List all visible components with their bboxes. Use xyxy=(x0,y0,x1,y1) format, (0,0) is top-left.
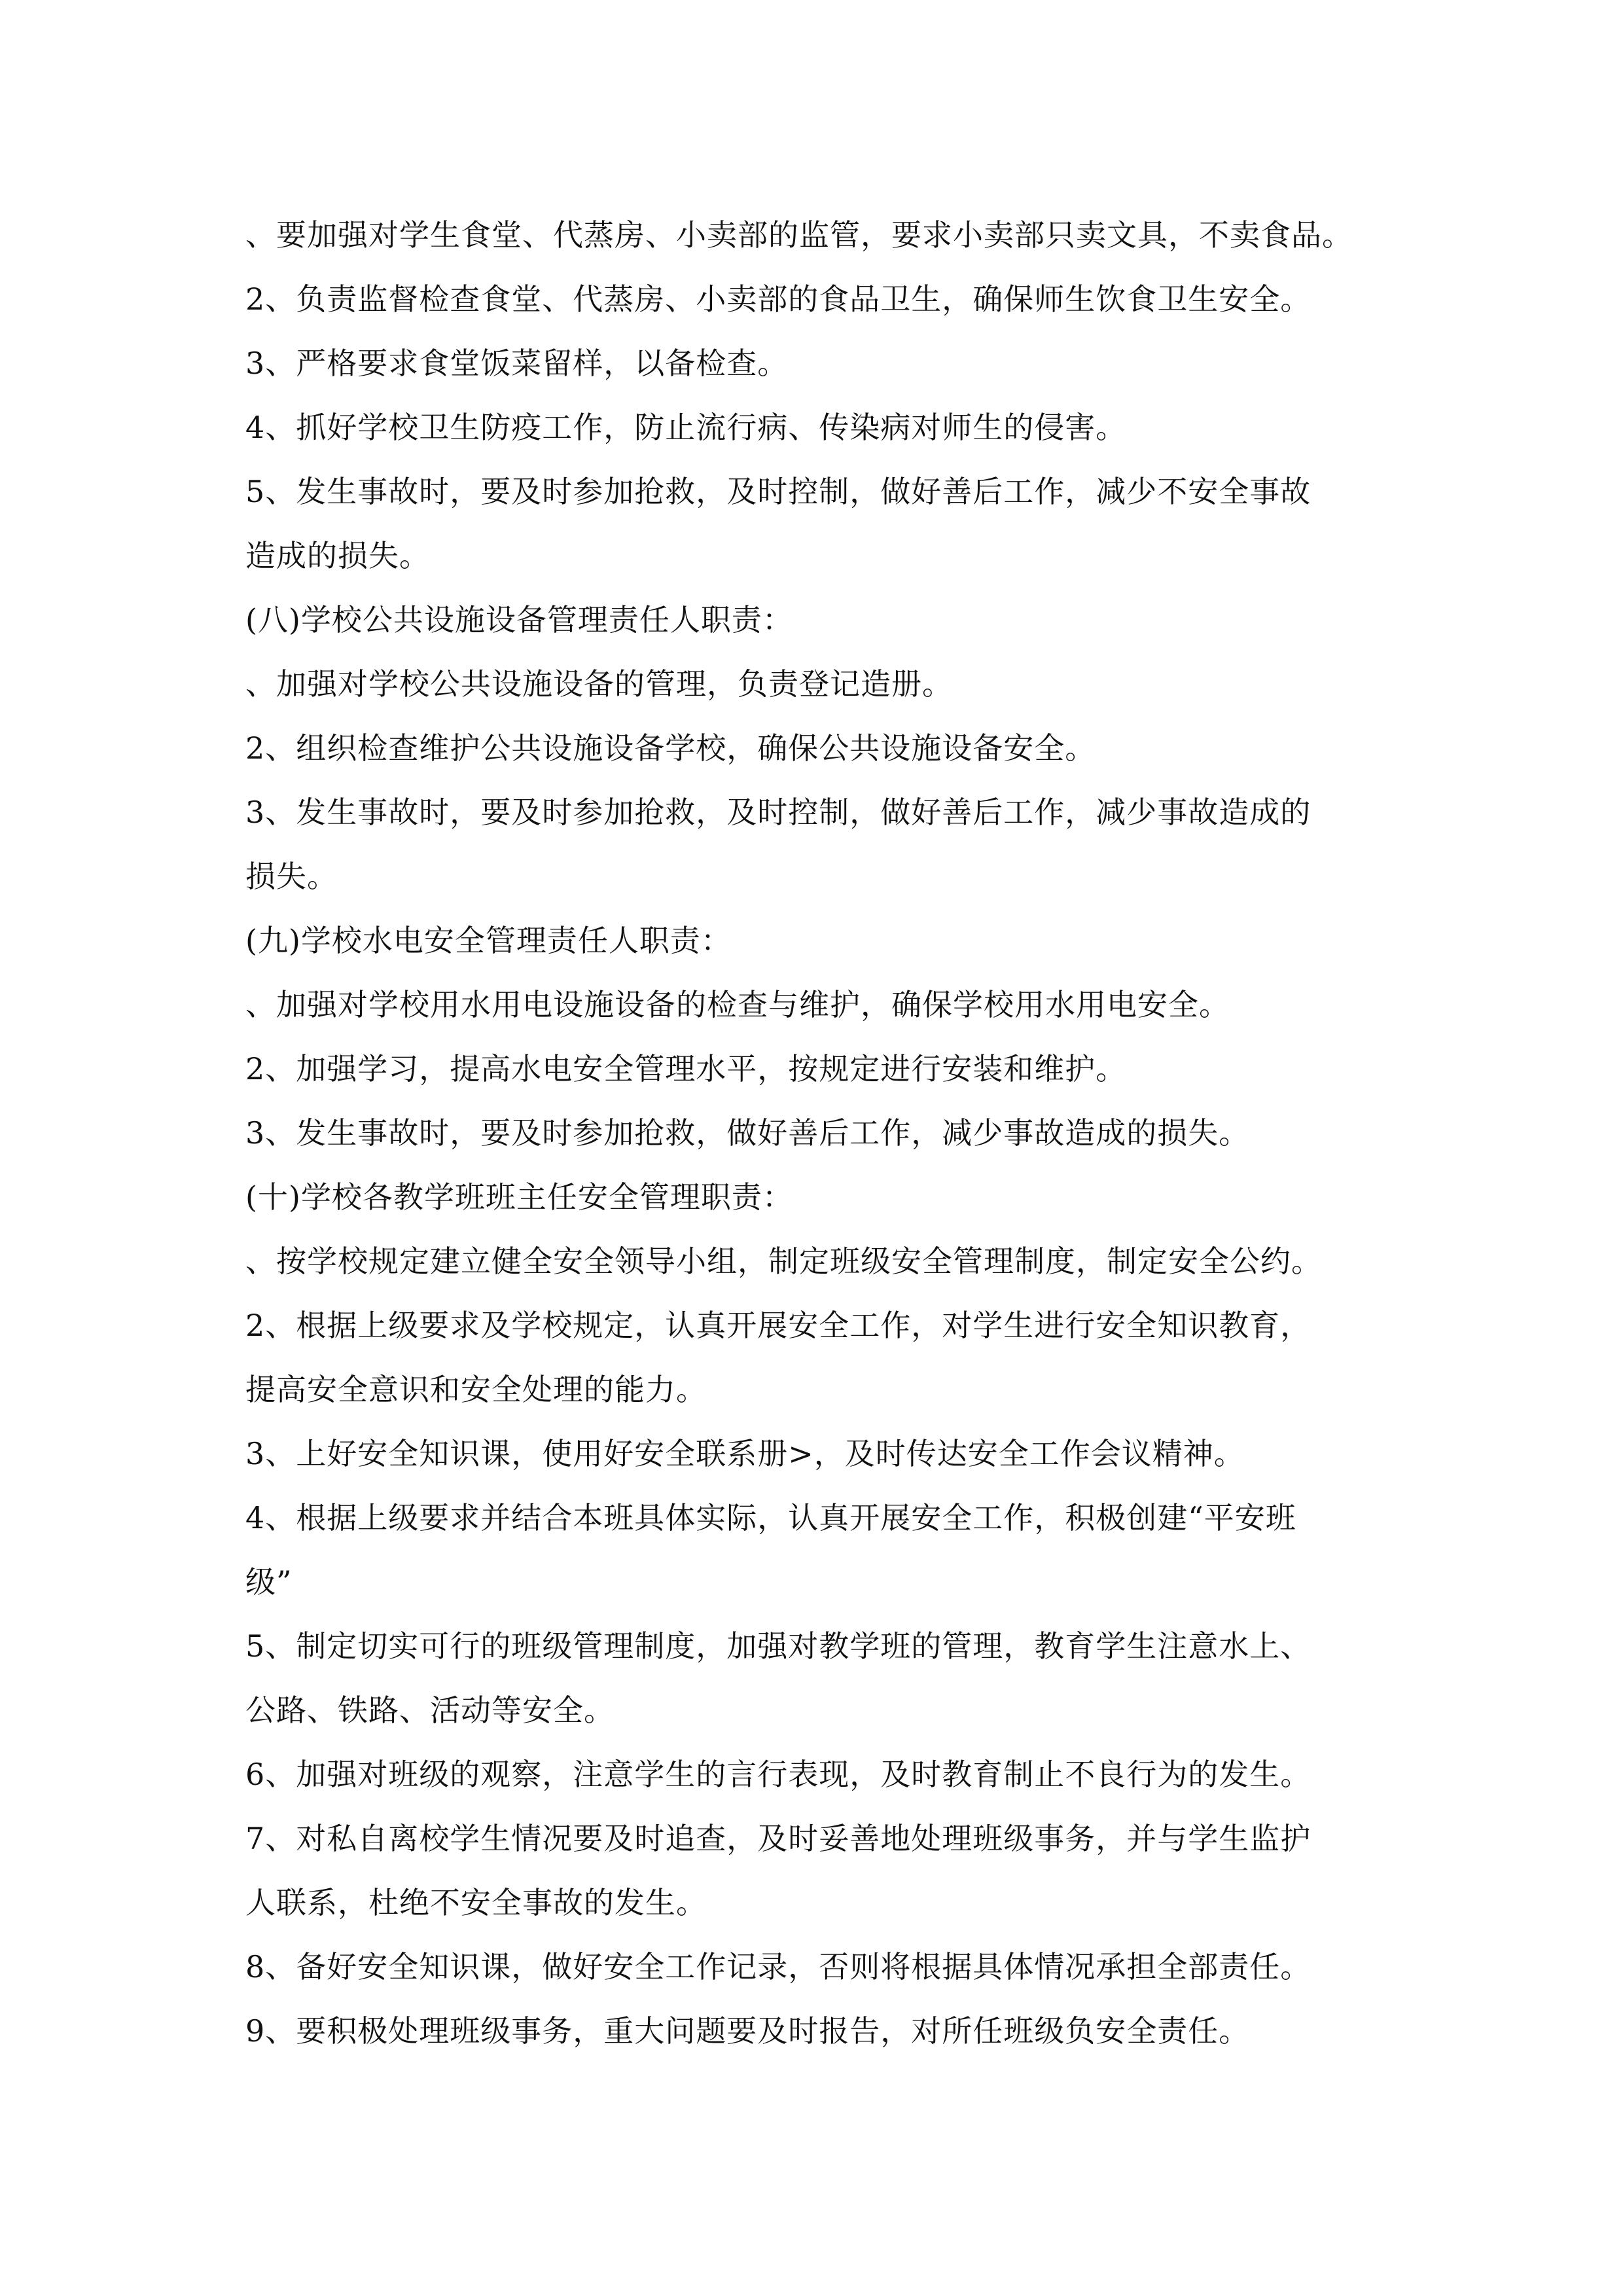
text-line: 7、对私自离校学生情况要及时追查，及时妥善地处理班级事务，并与学生监护 xyxy=(245,1821,1311,1856)
text-line: 人联系，杜绝不安全事故的发生。 xyxy=(245,1885,707,1920)
text-line: 3、上好安全知识课，使用好安全联系册>，及时传达安全工作会议精神。 xyxy=(245,1436,1245,1471)
text-line: 3、发生事故时，要及时参加抢救，及时控制，做好善后工作，减少事故造成的 xyxy=(245,795,1311,830)
text-line: 5、发生事故时，要及时参加抢救，及时控制，做好善后工作，减少不安全事故 xyxy=(245,474,1311,509)
section-heading: (九)学校水电安全管理责任人职责： xyxy=(245,923,732,958)
section-heading: (十)学校各教学班班主任安全管理职责： xyxy=(245,1179,793,1215)
text-line: 3、严格要求食堂饭菜留样，以备检查。 xyxy=(245,346,789,381)
text-line: 、要加强对学生食堂、代蒸房、小卖部的监管，要求小卖部只卖文具，不卖食品。 xyxy=(245,217,1353,253)
text-line: 3、发生事故时，要及时参加抢救，做好善后工作，减少事故造成的损失。 xyxy=(245,1115,1250,1151)
text-line: 4、抓好学校卫生防疫工作，防止流行病、传染病对师生的侵害。 xyxy=(245,410,1127,445)
text-line: 2、加强学习，提高水电安全管理水平，按规定进行安装和维护。 xyxy=(245,1051,1127,1086)
text-line: 公路、铁路、活动等安全。 xyxy=(245,1693,615,1728)
text-line: 2、根据上级要求及学校规定，认真开展安全工作，对学生进行安全知识教育， xyxy=(245,1308,1311,1343)
text-line: 、加强对学校用水用电设施设备的检查与维护，确保学校用水用电安全。 xyxy=(245,987,1230,1022)
text-line: 级” xyxy=(245,1564,293,1600)
section-heading: (八)学校公共设施设备管理责任人职责： xyxy=(245,602,793,637)
text-line: 造成的损失。 xyxy=(245,538,430,573)
text-line: 损失。 xyxy=(245,859,338,894)
document-body xyxy=(245,203,1410,2063)
text-line: 8、备好安全知识课，做好安全工作记录，否则将根据具体情况承担全部责任。 xyxy=(245,1949,1311,1984)
text-line: 9、要积极处理班级事务，重大问题要及时报告，对所任班级负安全责任。 xyxy=(245,2013,1250,2049)
text-line: 5、制定切实可行的班级管理制度，加强对教学班的管理，教育学生注意水上、 xyxy=(245,1628,1311,1664)
text-line: 2、组织检查维护公共设施设备学校，确保公共设施设备安全。 xyxy=(245,730,1096,766)
text-line: 4、根据上级要求并结合本班具体实际，认真开展安全工作，积极创建“平安班 xyxy=(245,1500,1296,1535)
text-line: 、按学校规定建立健全安全领导小组，制定班级安全管理制度，制定安全公约。 xyxy=(245,1244,1322,1279)
text-line: 、加强对学校公共设施设备的管理，负责登记造册。 xyxy=(245,666,953,702)
text-line: 6、加强对班级的观察，注意学生的言行表现，及时教育制止不良行为的发生。 xyxy=(245,1757,1311,1792)
text-line: 提高安全意识和安全处理的能力。 xyxy=(245,1372,707,1407)
text-line: 2、负责监督检查食堂、代蒸房、小卖部的食品卫生，确保师生饮食卫生安全。 xyxy=(245,281,1311,317)
